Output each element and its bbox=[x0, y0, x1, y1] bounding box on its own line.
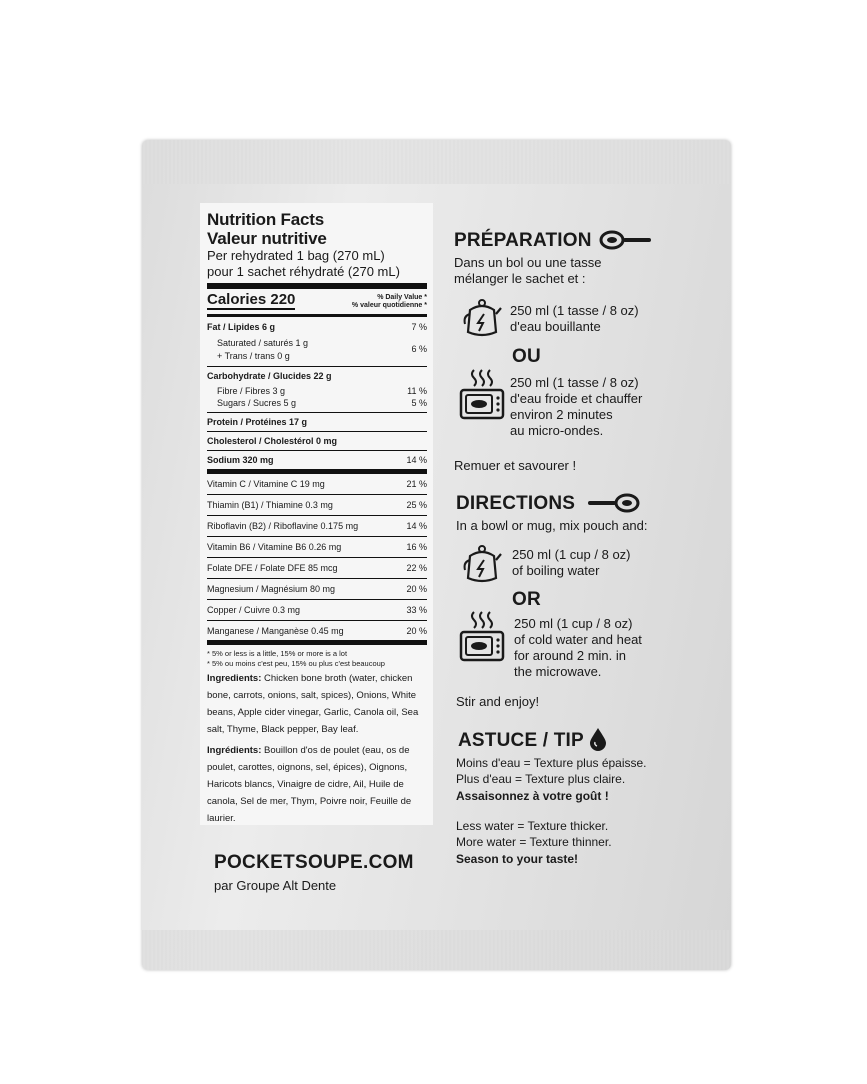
nutrient-label: Magnesium / Magnésium 80 mg bbox=[207, 584, 336, 594]
directions-option1-line1: 250 ml (1 cup / 8 oz) bbox=[512, 547, 631, 562]
ingredients-en-label: Ingredients: bbox=[207, 673, 262, 684]
serving-size-fr: pour 1 sachet réhydraté (270 mL) bbox=[207, 264, 400, 279]
divider bbox=[207, 366, 427, 367]
preparation-or: OU bbox=[512, 346, 541, 367]
nutrient-label: Vitamin B6 / Vitamine B6 0.26 mg bbox=[207, 542, 342, 552]
nutrient-percent: 16 % bbox=[406, 542, 427, 552]
tip-fr-line1: Moins d'eau = Texture plus épaisse. bbox=[456, 756, 647, 770]
tip-en-line2: More water = Texture thinner. bbox=[456, 835, 612, 849]
preparation-intro-2: mélanger le sachet et : bbox=[454, 271, 586, 286]
nutrient-row bbox=[207, 625, 427, 637]
bottom-seal bbox=[142, 930, 731, 970]
divider bbox=[207, 578, 427, 579]
divider bbox=[207, 599, 427, 600]
tip-heading: ASTUCE / TIP bbox=[458, 730, 584, 751]
daily-value-fr: % valeur quotidienne * bbox=[351, 302, 427, 309]
nutrient-percent: 33 % bbox=[406, 605, 427, 615]
divider bbox=[207, 450, 427, 451]
ingredients-fr-label: Ingrédients: bbox=[207, 745, 262, 756]
preparation-intro-1: Dans un bol ou une tasse bbox=[454, 255, 602, 270]
preparation-option2-line2: d'eau froide et chauffer bbox=[510, 391, 643, 406]
nutrient-row bbox=[207, 321, 427, 333]
microwave-icon bbox=[458, 366, 506, 422]
directions-end: Stir and enjoy! bbox=[456, 694, 540, 709]
directions-option2-line1: 250 ml (1 cup / 8 oz) bbox=[514, 616, 633, 631]
footnote-en: * 5% or less is a little, 15% or more is a lot bbox=[207, 649, 348, 658]
nutrient-percent: 25 % bbox=[406, 500, 427, 510]
divider bbox=[207, 640, 427, 645]
nutrient-row bbox=[207, 435, 427, 447]
calories: Calories 220 bbox=[207, 291, 296, 308]
nutrient-label: Manganese / Manganèse 0.45 mg bbox=[207, 626, 344, 636]
preparation-end: Remuer et savourer ! bbox=[454, 458, 577, 473]
footnote-fr: * 5% ou moins c'est peu, 15% ou plus c'est beaucoup bbox=[207, 659, 385, 668]
nutrient-label: Riboflavin (B2) / Riboflavine 0.175 mg bbox=[207, 521, 359, 531]
nutrient-row bbox=[207, 541, 427, 553]
calories-row bbox=[207, 291, 427, 310]
directions-option2-line3: for around 2 min. in bbox=[514, 648, 627, 663]
nutrient-percent: 20 % bbox=[406, 584, 427, 594]
nutrient-percent: 6 % bbox=[411, 344, 427, 354]
nutrient-label: Folate DFE / Folate DFE 85 mcg bbox=[207, 563, 338, 573]
divider bbox=[207, 412, 427, 413]
nutrient-percent: 22 % bbox=[406, 563, 427, 573]
preparation-heading: PRÉPARATION bbox=[454, 230, 592, 251]
divider bbox=[207, 469, 427, 474]
serving-size-en: Per rehydrated 1 bag (270 mL) bbox=[207, 248, 385, 263]
divider bbox=[207, 494, 427, 495]
nutrient-label: + Trans / trans 0 g bbox=[217, 351, 290, 361]
nutrient-label: Fibre / Fibres 3 g bbox=[217, 386, 286, 396]
nutrient-row bbox=[207, 520, 427, 532]
spoon-icon bbox=[598, 229, 654, 251]
directions-intro: In a bowl or mug, mix pouch and: bbox=[456, 518, 648, 533]
tip-en-line3: Season to your taste! bbox=[456, 852, 579, 866]
divider bbox=[207, 515, 427, 516]
preparation-option2-line1: 250 ml (1 tasse / 8 oz) bbox=[510, 375, 639, 390]
nutrient-label: Vitamin C / Vitamine C 19 mg bbox=[207, 479, 325, 489]
nutrient-row bbox=[207, 370, 427, 382]
ingredients-fr bbox=[207, 742, 427, 827]
ingredients-en-text: Chicken bone broth (water, chicken bone, carrots, onions, salt, spices), Onions, White beans, Apple cider vinegar, Garlic, Canola oil, Sea salt, Thyme, Black pepper, Bay leaf. bbox=[207, 673, 419, 735]
preparation-option1-line1: 250 ml (1 tasse / 8 oz) bbox=[510, 303, 639, 318]
nutrient-label: Thiamin (B1) / Thiamine 0.3 mg bbox=[207, 500, 333, 510]
ingredients-en bbox=[207, 670, 427, 738]
brand-company: par Groupe Alt Dente bbox=[214, 878, 337, 893]
nutrient-percent: 20 % bbox=[406, 626, 427, 636]
divider bbox=[207, 620, 427, 621]
daily-value-en: % Daily Value * bbox=[377, 294, 427, 301]
nutrient-row bbox=[207, 562, 427, 574]
brand-website: POCKETSOUPE.COM bbox=[214, 852, 414, 873]
divider bbox=[207, 557, 427, 558]
tip-fr-line3: Assaisonnez à votre goût ! bbox=[456, 789, 609, 803]
tip-fr-line2: Plus d'eau = Texture plus claire. bbox=[456, 772, 626, 786]
preparation-option1-line2: d'eau bouillante bbox=[510, 319, 601, 334]
nutrient-label: Copper / Cuivre 0.3 mg bbox=[207, 605, 301, 615]
nutrition-title-en: Nutrition Facts bbox=[207, 210, 324, 229]
nutrient-label: Protein / Protéines 17 g bbox=[207, 417, 308, 427]
daily-value-header bbox=[352, 294, 427, 310]
nutrient-label: Carbohydrate / Glucides 22 g bbox=[207, 371, 332, 381]
divider bbox=[207, 431, 427, 432]
microwave-icon bbox=[458, 608, 506, 664]
directions-heading: DIRECTIONS bbox=[456, 493, 576, 514]
directions-option2-line4: the microwave. bbox=[514, 664, 602, 679]
nutrient-percent: 5 % bbox=[411, 398, 427, 408]
nutrition-facts-table bbox=[207, 210, 427, 669]
ingredients-block bbox=[207, 670, 427, 827]
nutrient-label: Cholesterol / Cholestérol 0 mg bbox=[207, 436, 338, 446]
divider bbox=[207, 536, 427, 537]
nutrient-row bbox=[207, 604, 427, 616]
nutrient-row bbox=[207, 454, 427, 466]
nutrition-title-fr: Valeur nutritive bbox=[207, 229, 327, 248]
nutrient-percent: 14 % bbox=[406, 521, 427, 531]
tip-en-line1: Less water = Texture thicker. bbox=[456, 819, 609, 833]
preparation-option2-line4: au micro-ondes. bbox=[510, 423, 604, 438]
nutrient-label: Sugars / Sucres 5 g bbox=[217, 398, 297, 408]
kettle-icon bbox=[462, 296, 502, 340]
kettle-icon bbox=[462, 542, 502, 586]
top-seal bbox=[142, 140, 731, 184]
nutrient-percent: 14 % bbox=[406, 455, 427, 465]
directions-or: OR bbox=[512, 589, 541, 610]
nutrient-label: Fat / Lipides 6 g bbox=[207, 322, 276, 332]
nutrient-row bbox=[207, 478, 427, 490]
nutrient-label: Saturated / saturés 1 g bbox=[217, 338, 309, 348]
ingredients-fr-text: Bouillon d'os de poulet (eau, os de poulet, carottes, oignons, sel, épices), Oignons, Haricots blancs, Vinaigre de cidre, Ail, Huile de canola, Sel de mer, Thym, Poivre noir, Feuille de laurier. bbox=[207, 745, 412, 824]
directions-option2-line2: of cold water and heat bbox=[514, 632, 642, 647]
nutrient-row bbox=[207, 499, 427, 511]
nutrient-row bbox=[207, 385, 427, 397]
directions-option1-line2: of boiling water bbox=[512, 563, 600, 578]
preparation-option2-line3: environ 2 minutes bbox=[510, 407, 613, 422]
divider bbox=[207, 283, 427, 289]
spoon-icon bbox=[585, 492, 641, 514]
water-drop-icon bbox=[589, 727, 607, 751]
nutrient-row bbox=[207, 583, 427, 595]
divider bbox=[207, 314, 427, 317]
nutrient-percent: 11 % bbox=[407, 386, 427, 396]
nutrient-percent: 21 % bbox=[406, 479, 427, 489]
nutrient-row bbox=[207, 397, 427, 409]
nutrient-row bbox=[207, 416, 427, 428]
nutrient-label: Sodium 320 mg bbox=[207, 455, 274, 465]
nutrient-percent: 7 % bbox=[411, 322, 427, 332]
